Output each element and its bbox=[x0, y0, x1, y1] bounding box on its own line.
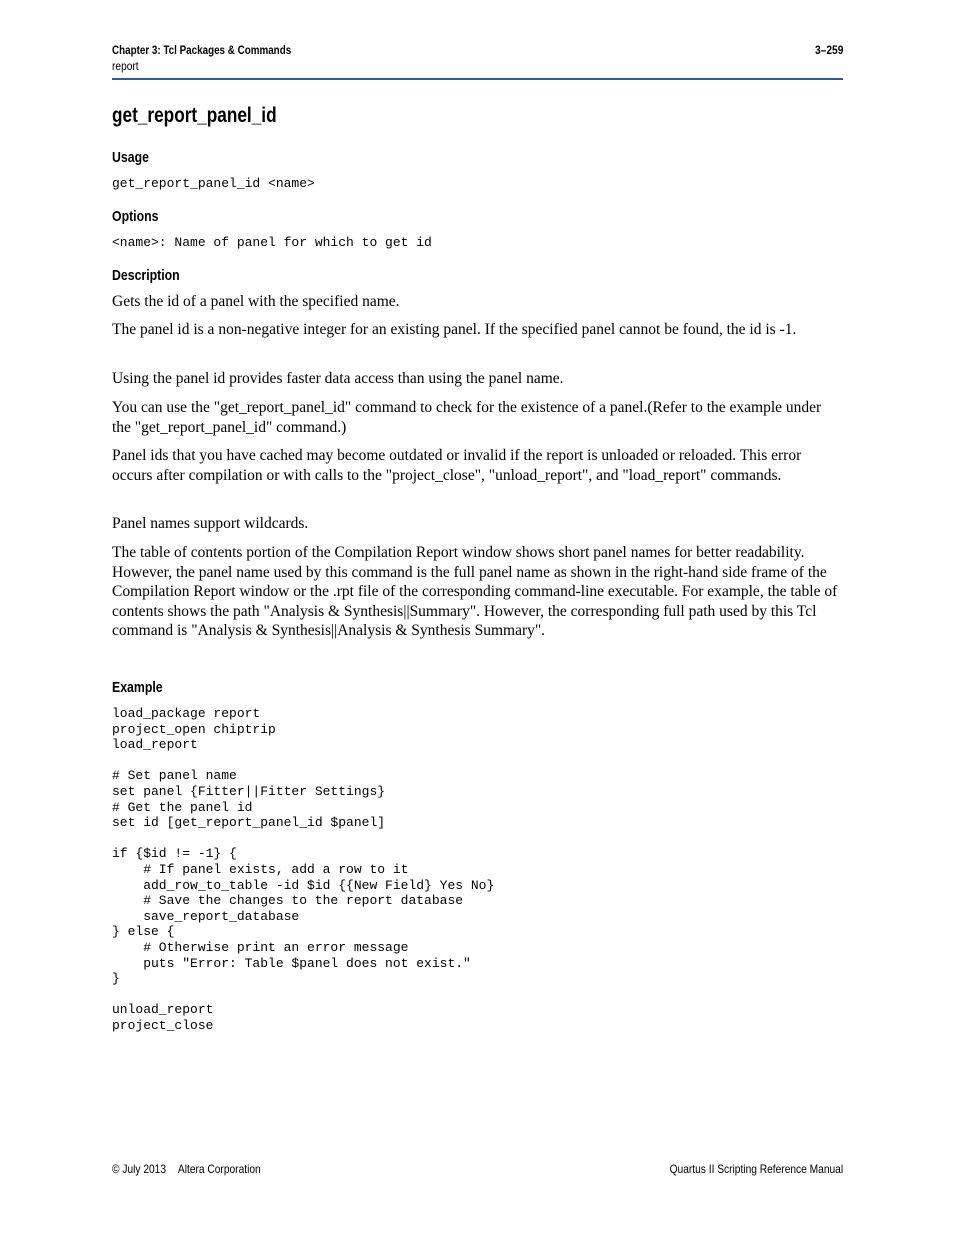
description-paragraph: Panel names support wildcards. bbox=[112, 515, 309, 532]
description-paragraph: The panel id is a non-negative integer for an existing panel. If the specified panel cannot be found, the id is -1. bbox=[112, 321, 797, 338]
page-header bbox=[112, 43, 843, 80]
description-heading: Description bbox=[112, 267, 180, 284]
section-name: report bbox=[112, 59, 139, 73]
usage-syntax: get_report_panel_id <name> bbox=[112, 176, 315, 191]
example-heading: Example bbox=[112, 679, 163, 696]
options-heading: Options bbox=[112, 208, 159, 225]
description-paragraph: Using the panel id provides faster data access than using the panel name. bbox=[112, 370, 564, 387]
description-paragraph: You can use the "get_report_panel_id" command to check for the existence of a panel.(Refer to the example under the "get_report_panel_id" command.) bbox=[112, 399, 822, 436]
description-paragraph: Panel ids that you have cached may become outdated or invalid if the report is unloaded or reloaded. This error occurs after compilation or with calls to the "project_close", "unload_report", and "load_report" commands. bbox=[112, 447, 802, 484]
chapter-title: Chapter 3: Tcl Packages & Commands bbox=[112, 43, 292, 57]
usage-heading: Usage bbox=[112, 149, 149, 166]
description-paragraph: The table of contents portion of the Compilation Report window shows short panel names for better readability. However, the panel name used by this command is the full panel name as shown in the right-hand side frame of the Compilation Report window or the .rpt file of the corresponding command-line executable. For example, the table of contents shows the path "Analysis & Synthesis||Summary". However, the corresponding full path used by this Tcl command is "Analysis & Synthesis||Analysis & Synthesis Summary". bbox=[112, 544, 838, 639]
command-title: get_report_panel_id bbox=[112, 104, 277, 127]
manual-title: Quartus II Scripting Reference Manual bbox=[669, 1162, 843, 1176]
description-paragraph: Gets the id of a panel with the specified name. bbox=[112, 293, 400, 310]
options-text: <name>: Name of panel for which to get id bbox=[112, 235, 432, 250]
footer-left bbox=[112, 1162, 261, 1176]
company-name: Altera Corporation bbox=[177, 1162, 261, 1176]
copyright-date: © July 2013 bbox=[112, 1162, 167, 1176]
page-number: 3–259 bbox=[814, 43, 843, 57]
example-code: load_package report project_open chiptrip load_report # Set panel name set panel {Fitter||Fitter Settings} # Get the panel id set id [get_report_panel_id $panel] if {$id != -1} { # If panel exists, add a row to it add_row_to_table -id $id {{New Field} Yes No} # Save the changes to the report database save_report_database } else { # Otherwise print an error message puts "Error: Table $panel does not exist." } unload_report project_close bbox=[112, 706, 495, 1033]
